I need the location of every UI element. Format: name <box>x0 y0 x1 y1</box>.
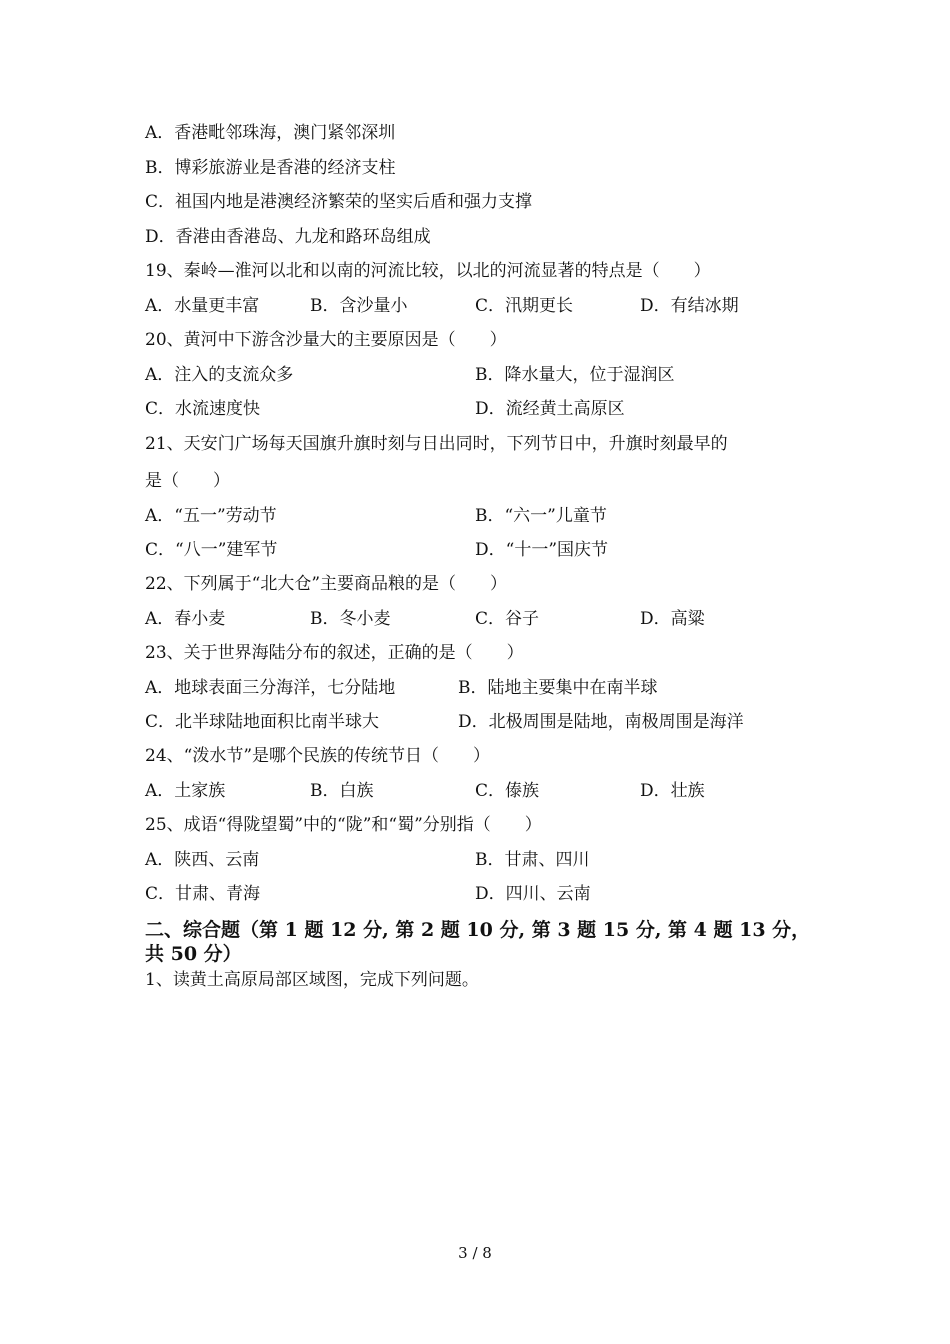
q20-option-d: D．流经黄土高原区 <box>475 399 625 419</box>
q21-stem-line1: 21、天安门广场每天国旗升旗时刻与日出同时，下列节日中，升旗时刻最早的 <box>145 434 728 454</box>
q19-option-d: D．有结冰期 <box>640 296 739 316</box>
section2-heading-line1: 二、综合题（第 1 题 12 分, 第 2 题 10 分, 第 3 题 15 分, 第 4 题 13 分， <box>145 919 811 941</box>
prev-option-c: C．祖国内地是港澳经济繁荣的坚实后盾和强力支撑 <box>145 192 533 212</box>
q22-option-d: D．高粱 <box>640 609 705 629</box>
q22-option-a: A．春小麦 <box>145 609 226 629</box>
q19-option-a: A．水量更丰富 <box>145 296 260 316</box>
q22-option-c: C．谷子 <box>475 609 540 629</box>
q20-option-a: A．注入的支流众多 <box>145 365 294 385</box>
prev-option-b: B．博彩旅游业是香港的经济支柱 <box>145 158 396 178</box>
q21-option-c: C．“八一”建军节 <box>145 540 278 560</box>
q25-option-b: B．甘肃、四川 <box>475 850 590 870</box>
q22-stem: 22、下列属于“北大仓”主要商品粮的是（ ） <box>145 574 508 594</box>
q21-option-b: B．“六一”儿童节 <box>475 506 607 526</box>
q20-option-c: C．水流速度快 <box>145 399 261 419</box>
q20-stem: 20、黄河中下游含沙量大的主要原因是（ ） <box>145 330 507 350</box>
prev-option-a: A．香港毗邻珠海，澳门紧邻深圳 <box>145 123 396 143</box>
q24-option-d: D．壮族 <box>640 781 705 801</box>
q24-stem: 24、“泼水节”是哪个民族的传统节日（ ） <box>145 746 491 766</box>
q25-option-d: D．四川、云南 <box>475 884 591 904</box>
q25-stem: 25、成语“得陇望蜀”中的“陇”和“蜀”分别指（ ） <box>145 815 542 835</box>
q21-option-a: A．“五一”劳动节 <box>145 506 277 526</box>
q19-stem: 19、秦岭—淮河以北和以南的河流比较，以北的河流显著的特点是（ ） <box>145 261 711 281</box>
q23-option-b: B．陆地主要集中在南半球 <box>458 678 658 698</box>
page-number: 3 / 8 <box>458 1244 492 1262</box>
q23-option-d: D．北极周围是陆地，南极周围是海洋 <box>458 712 744 732</box>
section2-question1: 1、读黄土高原局部区域图，完成下列问题。 <box>145 970 479 990</box>
q20-option-b: B．降水量大，位于湿润区 <box>475 365 675 385</box>
q21-option-d: D．“十一”国庆节 <box>475 540 609 560</box>
q23-option-a: A．地球表面三分海洋，七分陆地 <box>145 678 396 698</box>
q25-option-c: C．甘肃、青海 <box>145 884 261 904</box>
q25-option-a: A．陕西、云南 <box>145 850 260 870</box>
section2-heading-line2: 共 50 分） <box>145 943 242 965</box>
q23-stem: 23、关于世界海陆分布的叙述，正确的是（ ） <box>145 643 524 663</box>
q23-option-c: C．北半球陆地面积比南半球大 <box>145 712 380 732</box>
prev-option-d: D．香港由香港岛、九龙和路环岛组成 <box>145 227 431 247</box>
q24-option-c: C．傣族 <box>475 781 540 801</box>
q22-option-b: B．冬小麦 <box>310 609 391 629</box>
q19-option-b: B．含沙量小 <box>310 296 408 316</box>
q24-option-b: B．白族 <box>310 781 374 801</box>
q19-option-c: C．汛期更长 <box>475 296 574 316</box>
q21-stem-line2: 是（ ） <box>145 471 230 491</box>
q24-option-a: A．土家族 <box>145 781 226 801</box>
